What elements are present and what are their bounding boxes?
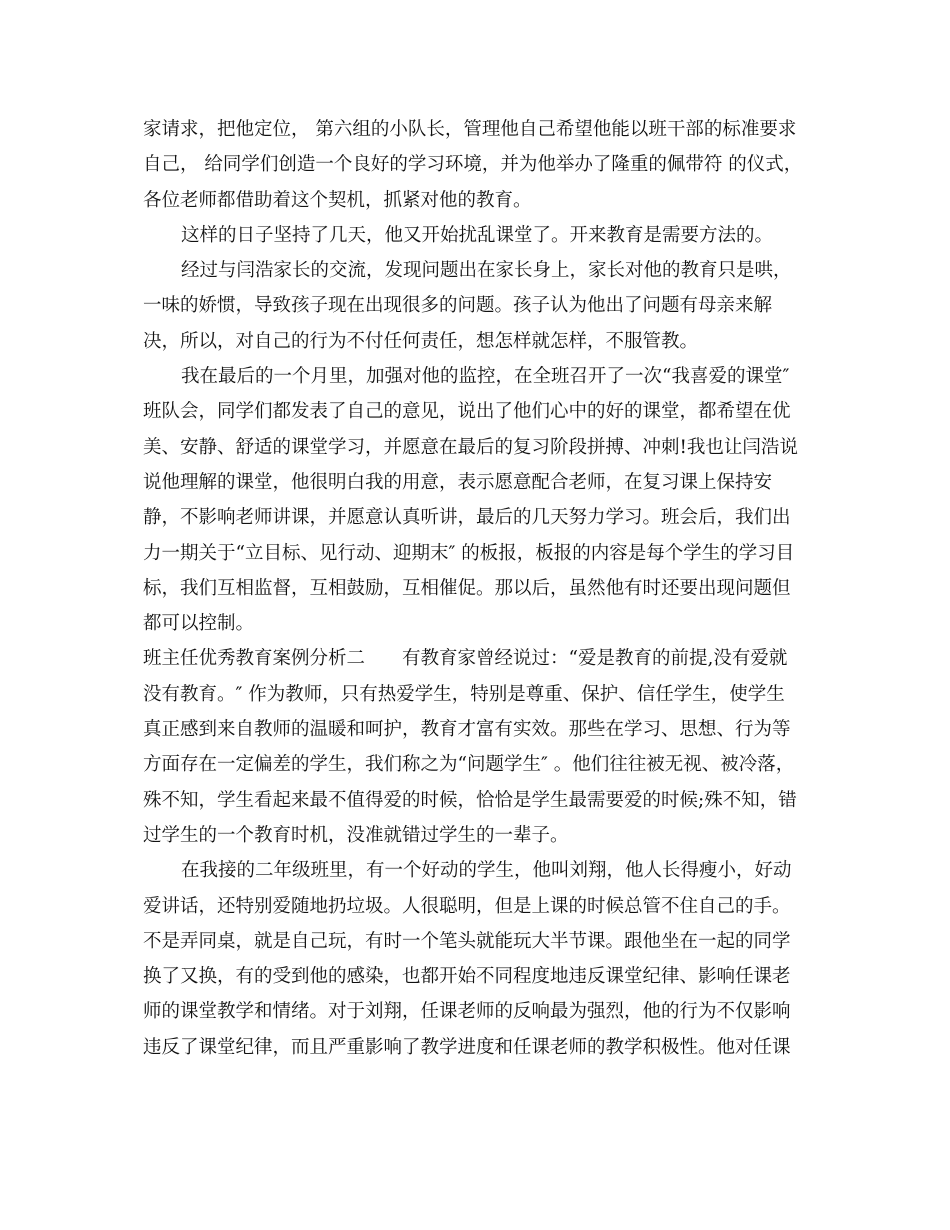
text-line: 不是弄同桌，就是自己玩，有时一个笔头就能玩大半节课。跟他坐在一起的同学 xyxy=(143,930,791,952)
document-body xyxy=(143,112,813,1065)
text-line: 静，不影响老师讲课，并愿意认真听讲，最后的几天努力学习。班会后，我们出 xyxy=(143,507,791,529)
text-line: 一味的娇惯，导致孩子现在出现很多的问题。孩子认为他出了问题有母亲来解 xyxy=(143,295,773,317)
text-line: 没有教育。″ 作为教师，只有热爱学生，特别是尊重、保护、信任学生，使学生 xyxy=(143,683,785,705)
text-line: 在我接的二年级班里，有一个好动的学生，他叫刘翔，他人长得瘦小，好动 xyxy=(181,860,792,882)
text-line: 方面存在一定偏差的学生，我们称之为“问题学生″ 。他们往往被无视、被冷落， xyxy=(143,754,795,776)
text-line: 说他理解的课堂，他很明白我的用意，表示愿意配合老师，在复习课上保持安 xyxy=(143,471,773,493)
text-line: 违反了课堂纪律，而且严重影响了教学进度和任课老师的教学积极性。他对任课 xyxy=(143,1036,791,1058)
text-line: 标，我们互相监督，互相鼓励，互相催促。那以后，虽然他有时还要出现问题但 xyxy=(143,577,791,599)
text-line: 师的课堂教学和情绪。对于刘翔，任课老师的反响最为强烈，他的行为不仅影响 xyxy=(143,1001,791,1023)
text-line: 家请求，把他定位， 第六组的小队长，管理他自己希望他能以班干部的标准要求 xyxy=(143,119,797,140)
text-line: 我在最后的一个月里，加强对他的监控，在全班召开了一次“我喜爱的课堂″ xyxy=(181,366,790,388)
text-line: 力一期关于“立目标、见行动、迎期末″ 的板报，板报的内容是每个学生的学习目 xyxy=(143,542,795,564)
text-line: 经过与闫浩家长的交流，发现问题出在家长身上，家长对他的教育只是哄， xyxy=(181,260,792,282)
text-line: 殊不知，学生看起来最不值得爱的时候，恰恰是学生最需要爱的时候;殊不知，错 xyxy=(143,789,797,811)
text-line: 这样的日子坚持了几天，他又开始扰乱课堂了。开来教育是需要方法的。 xyxy=(181,224,774,246)
text-line: 美、安静、舒适的课堂学习，并愿意在最后的复习阶段拼搏、冲刺!我也让闫浩说 xyxy=(143,436,798,458)
text-line: 换了又换，有的受到他的感染，也都开始不同程度地违反课堂纪律、影响任课老 xyxy=(143,966,791,988)
text-line: 班队会，同学们都发表了自己的意见，说出了他们心中的好的课堂，都希望在优 xyxy=(143,401,791,423)
text-line: 过学生的一个教育时机，没准就错过学生的一辈子。 xyxy=(143,824,569,846)
text-line: 真正感到来自教师的温暖和呵护，教育才富有实效。那些在学习、思想、行为等 xyxy=(143,719,791,741)
section-heading-line: 班主任优秀教育案例分析二 有教育家曾经说过：“爱是教育的前提,没有爱就 xyxy=(143,648,788,670)
text-line: 自己， 给同学们创造一个良好的学习环境，并为他举办了隆重的佩带符 的仪式， xyxy=(143,154,803,176)
text-line: 各位老师都借助着这个契机，抓紧对他的教育。 xyxy=(143,189,532,211)
text-line: 爱讲话，还特别爱随地扔垃圾。人很聪明，但是上课的时候总管不住自己的手。 xyxy=(143,895,791,917)
text-line: 决，所以，对自己的行为不付任何责任，想怎样就怎样，不服管教。 xyxy=(143,330,699,352)
text-line: 都可以控制。 xyxy=(143,613,255,635)
